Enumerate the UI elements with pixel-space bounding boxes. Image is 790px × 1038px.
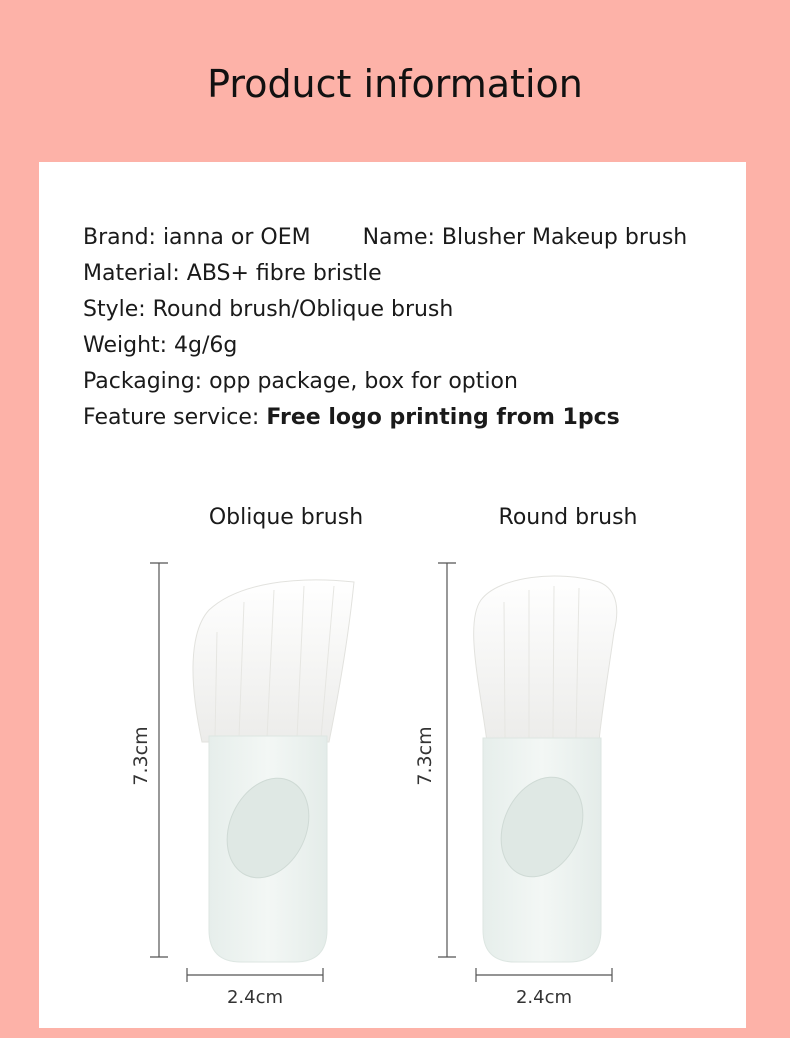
product-illustration	[39, 162, 746, 1028]
round-height-label: 7.3cm	[414, 726, 436, 786]
name-value: Blusher Makeup brush	[441, 225, 688, 250]
brand-label: Brand:	[83, 225, 163, 250]
oblique-height-dimension	[150, 563, 168, 957]
round-brush-label: Round brush	[498, 505, 638, 530]
spec-weight: Weight: 4g/6g	[83, 333, 238, 358]
oblique-width-dimension	[187, 968, 323, 982]
feature-value: Free logo printing from 1pcs	[266, 405, 620, 430]
oblique-brush-label: Oblique brush	[208, 505, 364, 530]
brand-value: ianna or OEM	[162, 225, 311, 250]
round-height-dimension	[438, 563, 456, 957]
round-brush-image	[474, 576, 617, 962]
feature-label: Feature service:	[83, 405, 267, 430]
oblique-width-label: 2.4cm	[226, 987, 284, 1008]
oblique-height-label: 7.3cm	[130, 726, 152, 786]
product-info-card	[39, 162, 746, 1028]
spec-packaging: Packaging: opp package, box for option	[83, 369, 518, 394]
round-width-dimension	[476, 968, 612, 982]
spec-material: Material: ABS+ fibre bristle	[83, 261, 382, 286]
page-title: Product information	[207, 62, 583, 106]
name-label: Name:	[362, 225, 442, 250]
spec-style: Style: Round brush/Oblique brush	[83, 297, 454, 322]
oblique-brush-image	[193, 580, 354, 962]
round-width-label: 2.4cm	[515, 987, 573, 1008]
